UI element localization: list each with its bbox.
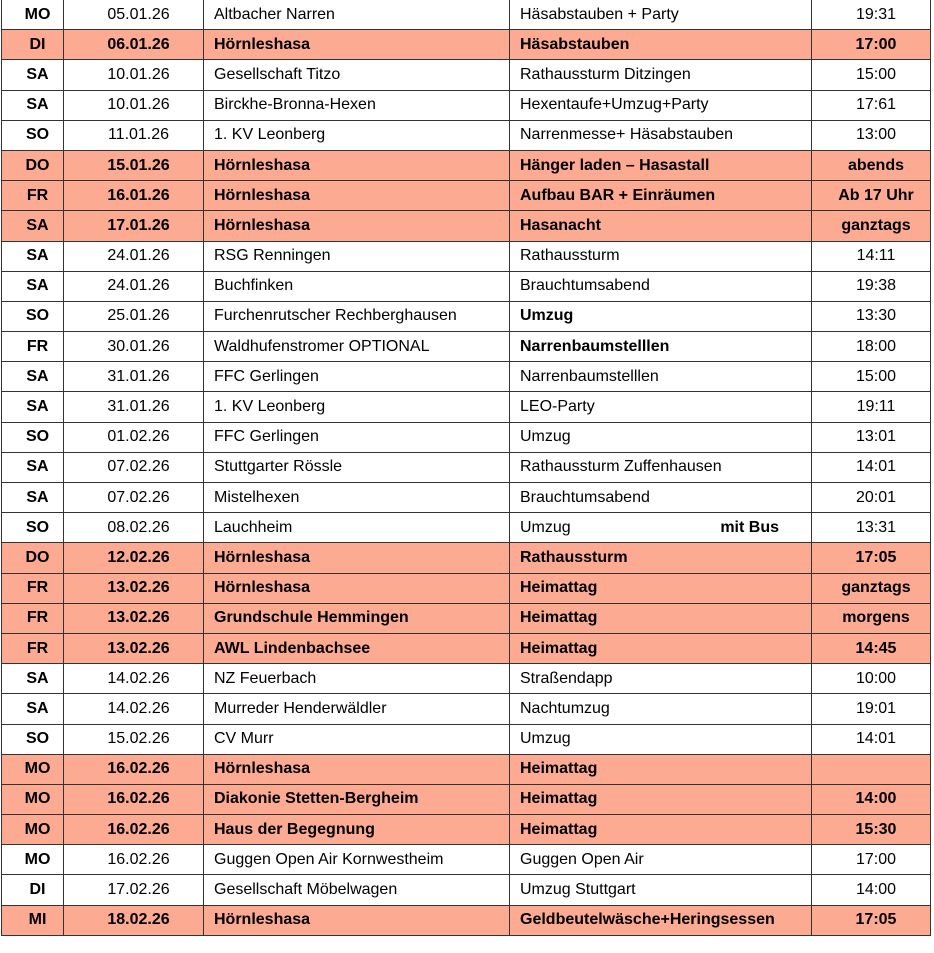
- weekday-cell: SO: [2, 724, 64, 754]
- weekday-cell: SA: [2, 392, 64, 422]
- table-row: [2, 422, 931, 452]
- event-cell: [510, 120, 812, 150]
- table-row: [2, 875, 931, 905]
- time-cell: 15:00: [812, 60, 931, 90]
- time-cell: 17:05: [812, 543, 931, 573]
- date-cell: 06.01.26: [64, 30, 204, 60]
- event-cell: [510, 513, 812, 543]
- table-row-highlighted: [2, 573, 931, 603]
- table-row: [2, 362, 931, 392]
- event-text: Rathaussturm: [520, 247, 620, 265]
- club-cell: Stuttgarter Rössle: [204, 452, 510, 482]
- event-text: Häsabstauben: [520, 35, 630, 53]
- club-cell: Gesellschaft Titzo: [204, 60, 510, 90]
- weekday-cell: FR: [2, 573, 64, 603]
- club-cell: Lauchheim: [204, 513, 510, 543]
- club-cell: AWL Lindenbachsee: [204, 633, 510, 663]
- event-cell: [510, 90, 812, 120]
- date-cell: 13.02.26: [64, 603, 204, 633]
- event-text: Umzug: [520, 518, 571, 536]
- event-text: Straßendapp: [520, 669, 613, 687]
- time-cell: 19:01: [812, 694, 931, 724]
- date-cell: 15.01.26: [64, 150, 204, 180]
- event-cell: [510, 664, 812, 694]
- weekday-cell: SO: [2, 120, 64, 150]
- weekday-cell: MI: [2, 905, 64, 935]
- event-cell: [510, 0, 812, 30]
- weekday-cell: MO: [2, 845, 64, 875]
- event-cell: [510, 905, 812, 935]
- event-text: Geldbeutelwäsche+Heringsessen: [520, 911, 775, 929]
- club-cell: Guggen Open Air Kornwestheim: [204, 845, 510, 875]
- table-row: [2, 241, 931, 271]
- time-cell: 17:05: [812, 905, 931, 935]
- date-cell: 12.02.26: [64, 543, 204, 573]
- event-cell: [510, 603, 812, 633]
- event-cell: [510, 694, 812, 724]
- date-cell: 25.01.26: [64, 301, 204, 331]
- event-text: Guggen Open Air: [520, 850, 644, 868]
- weekday-cell: FR: [2, 332, 64, 362]
- event-text: Hänger laden – Hasastall: [520, 156, 710, 174]
- club-cell: Hörnleshasa: [204, 150, 510, 180]
- event-text: Rathaussturm Ditzingen: [520, 65, 691, 83]
- date-cell: 16.01.26: [64, 181, 204, 211]
- event-cell: [510, 724, 812, 754]
- weekday-cell: DO: [2, 150, 64, 180]
- time-cell: 20:01: [812, 483, 931, 513]
- event-text: Heimattag: [520, 579, 598, 597]
- club-cell: 1. KV Leonberg: [204, 392, 510, 422]
- club-cell: Grundschule Hemmingen: [204, 603, 510, 633]
- event-text: Brauchtumsabend: [520, 277, 650, 295]
- table-row-highlighted: [2, 181, 931, 211]
- table-row: [2, 392, 931, 422]
- time-cell: 14:00: [812, 784, 931, 814]
- weekday-cell: SO: [2, 422, 64, 452]
- event-cell: [510, 181, 812, 211]
- event-cell: [510, 573, 812, 603]
- event-text: Rathaussturm Zuffenhausen: [520, 458, 722, 476]
- event-cell: [510, 30, 812, 60]
- table-row-highlighted: [2, 905, 931, 935]
- club-cell: Hörnleshasa: [204, 573, 510, 603]
- club-cell: Hörnleshasa: [204, 754, 510, 784]
- date-cell: 24.01.26: [64, 271, 204, 301]
- weekday-cell: SA: [2, 694, 64, 724]
- table-row-highlighted: [2, 543, 931, 573]
- event-cell: [510, 754, 812, 784]
- date-cell: 16.02.26: [64, 815, 204, 845]
- time-cell: 13:01: [812, 422, 931, 452]
- event-text: Heimattag: [520, 639, 598, 657]
- club-cell: Mistelhexen: [204, 483, 510, 513]
- date-cell: 17.02.26: [64, 875, 204, 905]
- table-row: [2, 845, 931, 875]
- date-cell: 13.02.26: [64, 633, 204, 663]
- weekday-cell: SA: [2, 271, 64, 301]
- date-cell: 16.02.26: [64, 784, 204, 814]
- weekday-cell: DO: [2, 543, 64, 573]
- schedule-table: [1, 0, 931, 936]
- date-cell: 31.01.26: [64, 392, 204, 422]
- table-row: [2, 90, 931, 120]
- table-row: [2, 664, 931, 694]
- event-text: Umzug: [520, 730, 571, 748]
- weekday-cell: MO: [2, 815, 64, 845]
- time-cell: morgens: [812, 603, 931, 633]
- club-cell: Furchenrutscher Rechberghausen: [204, 301, 510, 331]
- table-row-highlighted: [2, 150, 931, 180]
- club-cell: Hörnleshasa: [204, 543, 510, 573]
- date-cell: 17.01.26: [64, 211, 204, 241]
- weekday-cell: DI: [2, 875, 64, 905]
- weekday-cell: MO: [2, 784, 64, 814]
- time-cell: 13:00: [812, 120, 931, 150]
- event-text: Heimattag: [520, 609, 598, 627]
- club-cell: RSG Renningen: [204, 241, 510, 271]
- event-text: Hexentaufe+Umzug+Party: [520, 96, 709, 114]
- table-row-highlighted: [2, 603, 931, 633]
- club-cell: Birckhe-Bronna-Hexen: [204, 90, 510, 120]
- weekday-cell: SA: [2, 483, 64, 513]
- club-cell: NZ Feuerbach: [204, 664, 510, 694]
- table-row-highlighted: [2, 784, 931, 814]
- weekday-cell: FR: [2, 633, 64, 663]
- club-cell: Hörnleshasa: [204, 30, 510, 60]
- table-row: [2, 332, 931, 362]
- event-cell: [510, 271, 812, 301]
- club-cell: CV Murr: [204, 724, 510, 754]
- date-cell: 07.02.26: [64, 483, 204, 513]
- time-cell: 15:30: [812, 815, 931, 845]
- event-text: Umzug: [520, 428, 571, 446]
- event-cell: [510, 815, 812, 845]
- time-cell: 19:11: [812, 392, 931, 422]
- time-cell: 13:31: [812, 513, 931, 543]
- event-text: Narrenbaumstelllen: [520, 367, 659, 385]
- event-cell: [510, 332, 812, 362]
- event-cell: [510, 60, 812, 90]
- event-text: Narrenmesse+ Häsabstauben: [520, 126, 734, 144]
- time-cell: 14:45: [812, 633, 931, 663]
- event-text: Brauchtumsabend: [520, 488, 650, 506]
- event-cell: [510, 543, 812, 573]
- time-cell: 19:31: [812, 0, 931, 30]
- club-cell: Hörnleshasa: [204, 905, 510, 935]
- time-cell: 17:00: [812, 845, 931, 875]
- date-cell: 14.02.26: [64, 694, 204, 724]
- table-row: [2, 513, 931, 543]
- club-cell: FFC Gerlingen: [204, 422, 510, 452]
- event-text: Häsabstauben + Party: [520, 5, 679, 23]
- event-text: Aufbau BAR + Einräumen: [520, 186, 716, 204]
- club-cell: 1. KV Leonberg: [204, 120, 510, 150]
- date-cell: 16.02.26: [64, 845, 204, 875]
- date-cell: 05.01.26: [64, 0, 204, 30]
- event-text: LEO-Party: [520, 398, 595, 416]
- club-cell: Diakonie Stetten-Bergheim: [204, 784, 510, 814]
- table-row: [2, 60, 931, 90]
- event-text: Heimattag: [520, 790, 598, 808]
- time-cell: 14:00: [812, 875, 931, 905]
- time-cell: 18:00: [812, 332, 931, 362]
- weekday-cell: SA: [2, 241, 64, 271]
- date-cell: 07.02.26: [64, 452, 204, 482]
- weekday-cell: SA: [2, 664, 64, 694]
- event-cell: [510, 241, 812, 271]
- table-row: [2, 694, 931, 724]
- weekday-cell: DI: [2, 30, 64, 60]
- weekday-cell: SA: [2, 60, 64, 90]
- time-cell: [812, 754, 931, 784]
- table-row: [2, 452, 931, 482]
- table-row-highlighted: [2, 815, 931, 845]
- event-cell: [510, 211, 812, 241]
- weekday-cell: FR: [2, 603, 64, 633]
- table-row: [2, 301, 931, 331]
- table-row-highlighted: [2, 30, 931, 60]
- club-cell: Haus der Begegnung: [204, 815, 510, 845]
- time-cell: 14:11: [812, 241, 931, 271]
- time-cell: ganztags: [812, 211, 931, 241]
- weekday-cell: MO: [2, 754, 64, 784]
- event-cell: [510, 845, 812, 875]
- date-cell: 24.01.26: [64, 241, 204, 271]
- weekday-cell: FR: [2, 181, 64, 211]
- club-cell: Hörnleshasa: [204, 211, 510, 241]
- time-cell: 10:00: [812, 664, 931, 694]
- time-cell: 17:61: [812, 90, 931, 120]
- table-row: [2, 0, 931, 30]
- date-cell: 13.02.26: [64, 573, 204, 603]
- club-cell: Hörnleshasa: [204, 181, 510, 211]
- time-cell: 15:00: [812, 362, 931, 392]
- event-cell: [510, 875, 812, 905]
- table-row: [2, 724, 931, 754]
- event-text: Umzug: [520, 307, 574, 325]
- weekday-cell: SA: [2, 362, 64, 392]
- date-cell: 11.01.26: [64, 120, 204, 150]
- weekday-cell: SO: [2, 513, 64, 543]
- event-text: Rathaussturm: [520, 548, 628, 566]
- date-cell: 31.01.26: [64, 362, 204, 392]
- schedule-body: [2, 0, 931, 935]
- time-cell: 14:01: [812, 724, 931, 754]
- club-cell: Murreder Henderwäldler: [204, 694, 510, 724]
- event-cell: [510, 150, 812, 180]
- date-cell: 30.01.26: [64, 332, 204, 362]
- time-cell: 13:30: [812, 301, 931, 331]
- table-row-highlighted: [2, 754, 931, 784]
- event-cell: [510, 392, 812, 422]
- event-note: mit Bus: [720, 518, 779, 536]
- date-cell: 15.02.26: [64, 724, 204, 754]
- event-text: Heimattag: [520, 760, 598, 778]
- time-cell: Ab 17 Uhr: [812, 181, 931, 211]
- event-text: Heimattag: [520, 820, 598, 838]
- time-cell: ganztags: [812, 573, 931, 603]
- club-cell: Gesellschaft Möbelwagen: [204, 875, 510, 905]
- time-cell: 19:38: [812, 271, 931, 301]
- event-text: Hasanacht: [520, 216, 601, 234]
- weekday-cell: MO: [2, 0, 64, 30]
- event-cell: [510, 301, 812, 331]
- weekday-cell: SA: [2, 211, 64, 241]
- event-text: Umzug Stuttgart: [520, 881, 636, 899]
- event-cell: [510, 422, 812, 452]
- date-cell: 16.02.26: [64, 754, 204, 784]
- table-row: [2, 483, 931, 513]
- date-cell: 10.01.26: [64, 60, 204, 90]
- weekday-cell: SA: [2, 452, 64, 482]
- date-cell: 01.02.26: [64, 422, 204, 452]
- event-cell: [510, 784, 812, 814]
- table-row: [2, 120, 931, 150]
- table-row: [2, 271, 931, 301]
- club-cell: Buchfinken: [204, 271, 510, 301]
- weekday-cell: SO: [2, 301, 64, 331]
- weekday-cell: SA: [2, 90, 64, 120]
- time-cell: 17:00: [812, 30, 931, 60]
- date-cell: 14.02.26: [64, 664, 204, 694]
- date-cell: 08.02.26: [64, 513, 204, 543]
- table-row-highlighted: [2, 211, 931, 241]
- event-text: Narrenbaumstelllen: [520, 337, 670, 355]
- date-cell: 18.02.26: [64, 905, 204, 935]
- event-cell: [510, 362, 812, 392]
- time-cell: 14:01: [812, 452, 931, 482]
- club-cell: Altbacher Narren: [204, 0, 510, 30]
- event-text: Nachtumzug: [520, 699, 610, 717]
- table-row-highlighted: [2, 633, 931, 663]
- event-cell: [510, 633, 812, 663]
- club-cell: FFC Gerlingen: [204, 362, 510, 392]
- club-cell: Waldhufenstromer OPTIONAL: [204, 332, 510, 362]
- event-cell: [510, 483, 812, 513]
- event-cell: [510, 452, 812, 482]
- date-cell: 10.01.26: [64, 90, 204, 120]
- time-cell: abends: [812, 150, 931, 180]
